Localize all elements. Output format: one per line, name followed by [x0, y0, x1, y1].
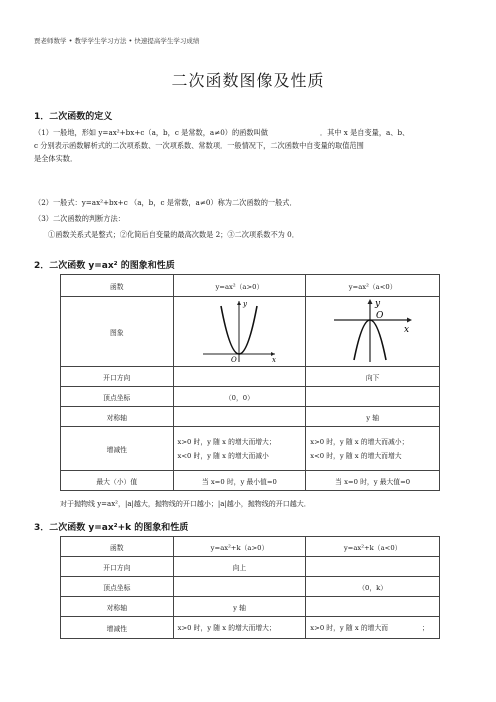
s1-paragraph-1: [34, 126, 464, 165]
s1-paragraph-3: （3）二次函数的判断方法：: [34, 214, 125, 223]
table-y-ax2-plus-k: [60, 536, 440, 639]
s1-paragraph-2: （2）一般式：y=ax²+bx+c （a，b，c 是常数，a≠0）称为二次函数的一般式．: [34, 198, 297, 207]
section-3-heading: 3．二次函数 y=ax²+k 的图象和性质: [34, 523, 189, 533]
row-axis-label: 对称轴: [61, 597, 174, 617]
monotonic-a-negative: [306, 617, 440, 639]
s1-p1b: ．其中 x 是自变量，a、b、: [319, 128, 410, 137]
row-axis-label: 对称轴: [61, 407, 174, 427]
s1-p1a: （1）一般地，形如 y=ax²+bx+c（a，b，c 是常数，a≠0）的函数叫做: [34, 128, 268, 137]
th-a-positive: y=ax²+k（a>0）: [173, 537, 306, 557]
page-title: 二次函数图像及性质: [171, 71, 325, 90]
page-header: 贾老师数学 • 教学学生学习方法 • 快速提高学生学习成绩: [34, 37, 200, 45]
origin-label: O: [375, 310, 383, 321]
extreme-a-positive: 当 x=0 时，y 最小值=0: [173, 471, 306, 491]
row-open-label: 开口方向: [61, 367, 174, 387]
th-function: 函数: [61, 275, 174, 297]
open-a-negative: [306, 557, 440, 577]
vertex-a-positive: [173, 577, 306, 597]
s1-p1d: 是全体实数．: [34, 154, 78, 163]
open-a-positive: 向上: [173, 557, 306, 577]
mono-line: x>0 时，y 随 x 的增大而: [310, 623, 389, 632]
th-a-positive: y=ax²（a>0）: [173, 275, 306, 297]
row-graph-label: 图象: [61, 297, 174, 367]
graph-up-parabola: [173, 297, 306, 367]
section-1-heading: 1．二次函数的定义: [34, 112, 113, 122]
open-a-negative: 向下: [306, 367, 440, 387]
row-vertex-label: 顶点坐标: [61, 577, 174, 597]
extreme-a-negative: 当 x=0 时，y 最大值=0: [306, 471, 440, 491]
table-y-ax2: [60, 274, 440, 491]
row-vertex-label: 顶点坐标: [61, 387, 174, 407]
note-opening-width: 对于抛物线 y=ax²，|a|越大，抛物线的开口越小；|a|越小，抛物线的开口越大．: [60, 500, 311, 508]
parabola-down-icon: [330, 298, 416, 364]
row-monotonic-label: 增减性: [61, 427, 174, 471]
vertex-a-negative: [306, 387, 440, 407]
axis-a-negative: [306, 597, 440, 617]
open-a-positive: [173, 367, 306, 387]
mono-line: x>0 时，y 随 x 的增大而增大；: [177, 437, 276, 446]
section-2-heading: 2．二次函数 y=ax² 的图象和性质: [34, 261, 175, 271]
parabola-up-icon: [199, 298, 279, 364]
origin-label: O: [231, 355, 238, 364]
vertex-a-positive: （0，0）: [173, 387, 306, 407]
x-axis-label: x: [272, 355, 277, 364]
graph-down-parabola: [306, 297, 440, 367]
monotonic-a-negative: [306, 427, 440, 471]
mono-line: x<0 时，y 随 x 的增大而减小: [177, 451, 269, 460]
row-extreme-label: 最大（小）值: [61, 471, 174, 491]
y-axis-label: y: [374, 298, 380, 309]
vertex-a-negative: （0，k）: [306, 577, 440, 597]
monotonic-a-positive: [173, 427, 306, 471]
axis-a-positive: y 轴: [173, 597, 306, 617]
row-monotonic-label: 增减性: [61, 617, 174, 639]
th-function: 函数: [61, 537, 174, 557]
mono-end: ；: [422, 623, 429, 632]
row-open-label: 开口方向: [61, 557, 174, 577]
mono-line: x>0 时，y 随 x 的增大而减小；: [310, 437, 409, 446]
th-a-negative: y=ax²（a<0）: [306, 275, 440, 297]
mono-line: x<0 时，y 随 x 的增大而增大: [310, 451, 402, 460]
axis-a-negative: y 轴: [306, 407, 440, 427]
s1-paragraph-4: ①函数关系式是整式；②化简后自变量的最高次数是 2；③二次项系数不为 0．: [48, 230, 299, 239]
y-axis-label: y: [243, 299, 248, 308]
x-axis-label: x: [403, 324, 409, 335]
axis-a-positive: [173, 407, 306, 427]
monotonic-a-positive: x>0 时，y 随 x 的增大而增大；: [173, 617, 306, 639]
s1-p1c: c 分别表示函数解析式的二次项系数、一次项系数、常数项．一般情况下，二次函数中自变量的取值范围: [34, 141, 364, 150]
th-a-negative: y=ax²+k（a<0）: [306, 537, 440, 557]
